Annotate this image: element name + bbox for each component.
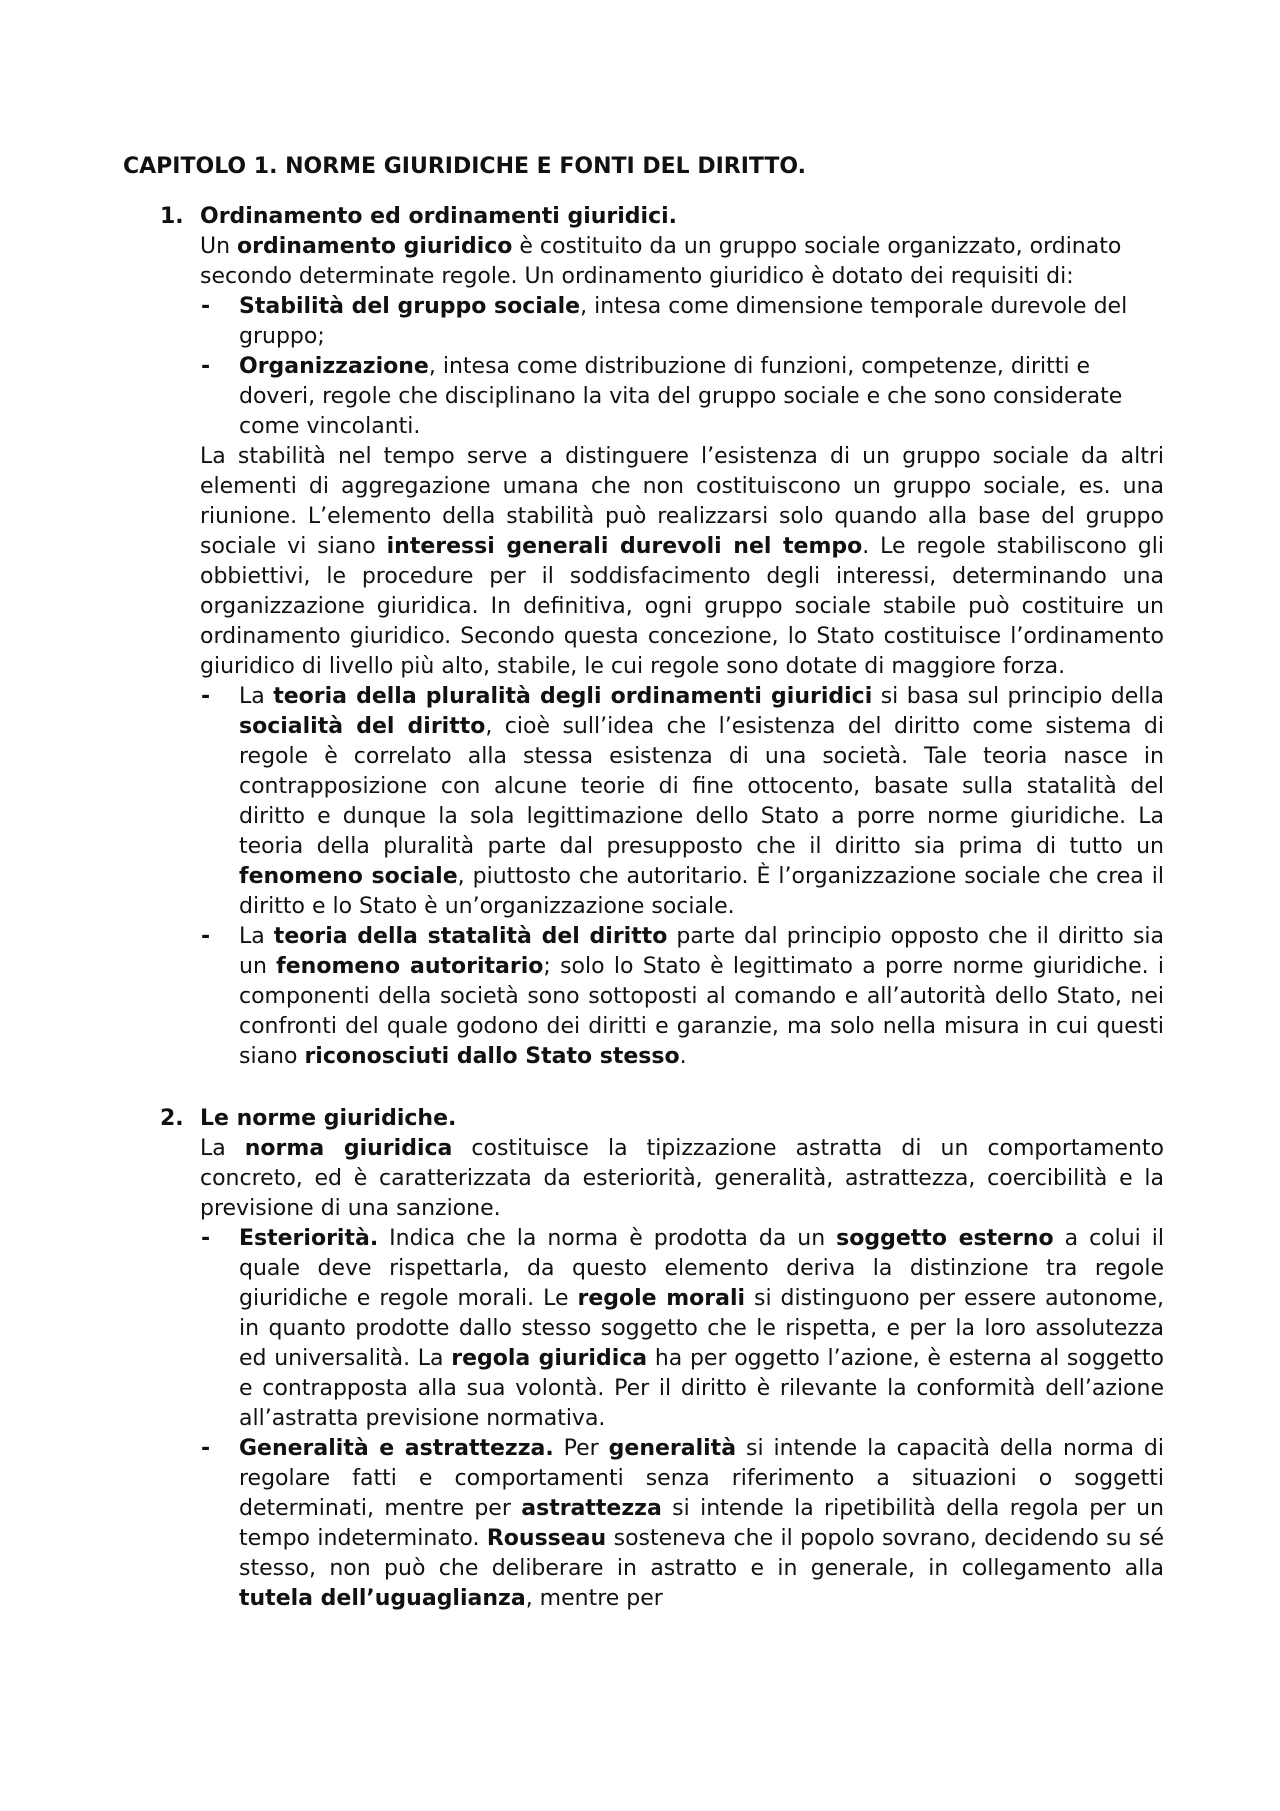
text-run: si intende la ripetibilità della regola per un tempo indeterminato. [239, 1496, 1164, 1551]
text-run: Un [200, 234, 238, 259]
text-run: La [200, 1136, 245, 1161]
bold-term: fenomeno autoritario [276, 954, 544, 979]
list-item [123, 292, 1164, 352]
intro-paragraph [123, 1134, 1164, 1224]
bold-term: teoria della statalità del diritto [273, 924, 668, 949]
text-run: , cioè sull’idea che l’esistenza del diritto come sistema di regole è correlato alla stessa esistenza di una società. Tale teoria nasce in contrapposizione con alcune teorie di fine ottocento, basate sulla statalità del diritto e dunque la sola legittimazione dello Stato a porre norme giuridiche. La teoria della pluralità parte dal presupposto che il diritto sia prima di tutto un [239, 714, 1164, 859]
bold-term: interessi generali durevoli nel tempo [386, 534, 863, 559]
list-item [123, 682, 1164, 922]
bullet-dash: - [201, 354, 211, 379]
text-run: si distinguono per essere autonome, in quanto prodotte dallo stesso soggetto che le rispetta, e per la loro assolutezza ed universalità. La [239, 1286, 1164, 1371]
bold-term: tutela dell’uguaglianza [239, 1586, 526, 1611]
bold-term: ordinamento giuridico [237, 234, 513, 259]
text-run: Per [553, 1436, 609, 1461]
list-item [123, 922, 1164, 1072]
text-run: La [239, 924, 274, 949]
text-run: ; solo lo Stato è legittimato a porre norme giuridiche. i componenti della società sono sottoposti al comando e all’autorità dello Stato, nei confronti del quale godono dei diritti e garanzie, ma solo nella misura in cui questi siano [239, 954, 1164, 1069]
text-run: . [679, 1044, 687, 1069]
section-norme [123, 1104, 1164, 1614]
bold-term: regole morali [577, 1286, 746, 1311]
text-run: La stabilità nel tempo serve a distinguere l’esistenza di un gruppo sociale da altri elementi di aggregazione umana che non costituiscono un gruppo sociale, es. una riunione. L’elemento della stabilità può realizzarsi solo quando alla base del gruppo sociale vi siano [200, 444, 1164, 559]
chapter-title: CAPITOLO 1. NORME GIURIDICHE E FONTI DEL DIRITTO. [123, 154, 806, 179]
text-run: si intende la capacità della norma di regolare fatti e comportamenti senza riferimento a situazioni o soggetti determinati, mentre per [239, 1436, 1164, 1521]
text-run: è costituito da un gruppo sociale organizzato, ordinato secondo determinate regole. Un ordinamento giuridico è dotato dei requisiti di: [200, 234, 1122, 289]
body-paragraph [123, 442, 1164, 682]
text-run: a colui il quale deve rispettarla, da questo elemento deriva la distinzione tra regole giuridiche e regole morali. Le [239, 1226, 1164, 1311]
text-run: , intesa come distribuzione di funzioni, competenze, diritti e doveri, regole che disciplinano la vita del gruppo sociale e che sono considerate come vincolanti. [239, 354, 1123, 439]
text-run: Indica che la norma è prodotta da un [378, 1226, 837, 1251]
list-item [123, 352, 1164, 442]
intro-paragraph [123, 232, 1164, 292]
list-item [123, 1224, 1164, 1434]
section-number: 2. [160, 1106, 184, 1131]
bold-term: socialità del diritto [239, 714, 486, 739]
text-run: , piuttosto che autoritario. È l’organizzazione sociale che crea il diritto e lo Stato è un’organizzazione sociale. [239, 864, 1164, 919]
bold-term: Organizzazione [239, 354, 429, 379]
bold-term: fenomeno sociale [239, 864, 458, 889]
text-run: costituisce la tipizzazione astratta di un comportamento concreto, ed è caratterizzata da esteriorità, generalità, astrattezza, coercibilità e la previsione di una sanzione. [200, 1136, 1165, 1221]
bold-term: norma giuridica [244, 1136, 453, 1161]
section-heading [123, 1104, 1164, 1134]
bold-term: Stabilità del gruppo sociale [239, 294, 581, 319]
bullet-dash: - [201, 1226, 211, 1251]
text-run: sosteneva che il popolo sovrano, decidendo su sé stesso, non può che deliberare in astratto e in generale, in collegamento alla [239, 1526, 1164, 1581]
bold-term: Esteriorità. [239, 1226, 379, 1251]
bold-term: generalità [608, 1436, 737, 1461]
text-run: . Le regole stabiliscono gli obbiettivi, le procedure per il soddisfacimento degli interessi, determinando una organizzazione giuridica. In definitiva, ogni gruppo sociale stabile può costituire un ordinamento giuridico. Secondo questa concezione, lo Stato costituisce l’ordinamento giuridico di livello più alto, stabile, le cui regole sono dotate di maggiore forza. [200, 534, 1164, 679]
bullet-dash: - [201, 924, 211, 949]
text-run: parte dal principio opposto che il diritto sia un [239, 924, 1164, 979]
bullet-dash: - [201, 294, 211, 319]
text-run: La [239, 684, 274, 709]
bold-term: regola giuridica [451, 1346, 648, 1371]
text-run: si basa sul principio della [872, 684, 1164, 709]
section-ordinamento [123, 202, 1164, 1072]
section-number: 1. [160, 204, 184, 229]
text-run: , intesa come dimensione temporale durevole del gruppo; [239, 294, 1128, 349]
bold-term: soggetto esterno [836, 1226, 1054, 1251]
bold-term: teoria della pluralità degli ordinamenti giuridici [273, 684, 873, 709]
bold-term: Rousseau [486, 1526, 607, 1551]
text-run: ha per oggetto l’azione, è esterna al soggetto e contrapposta alla sua volontà. Per il diritto è rilevante la conformità dell’azione all’astratta previsione normativa. [239, 1346, 1164, 1431]
bold-term: Generalità e astrattezza. [239, 1436, 554, 1461]
section-title: Ordinamento ed ordinamenti giuridici. [200, 204, 678, 229]
section-heading [123, 202, 1164, 232]
list-item [123, 1434, 1164, 1614]
section-title: Le norme giuridiche. [200, 1106, 457, 1131]
bold-term: astrattezza [521, 1496, 662, 1521]
text-run: , mentre per [525, 1586, 663, 1611]
bullet-dash: - [201, 1436, 211, 1461]
bullet-dash: - [201, 684, 211, 709]
bold-term: riconosciuti dallo Stato stesso [304, 1044, 680, 1069]
